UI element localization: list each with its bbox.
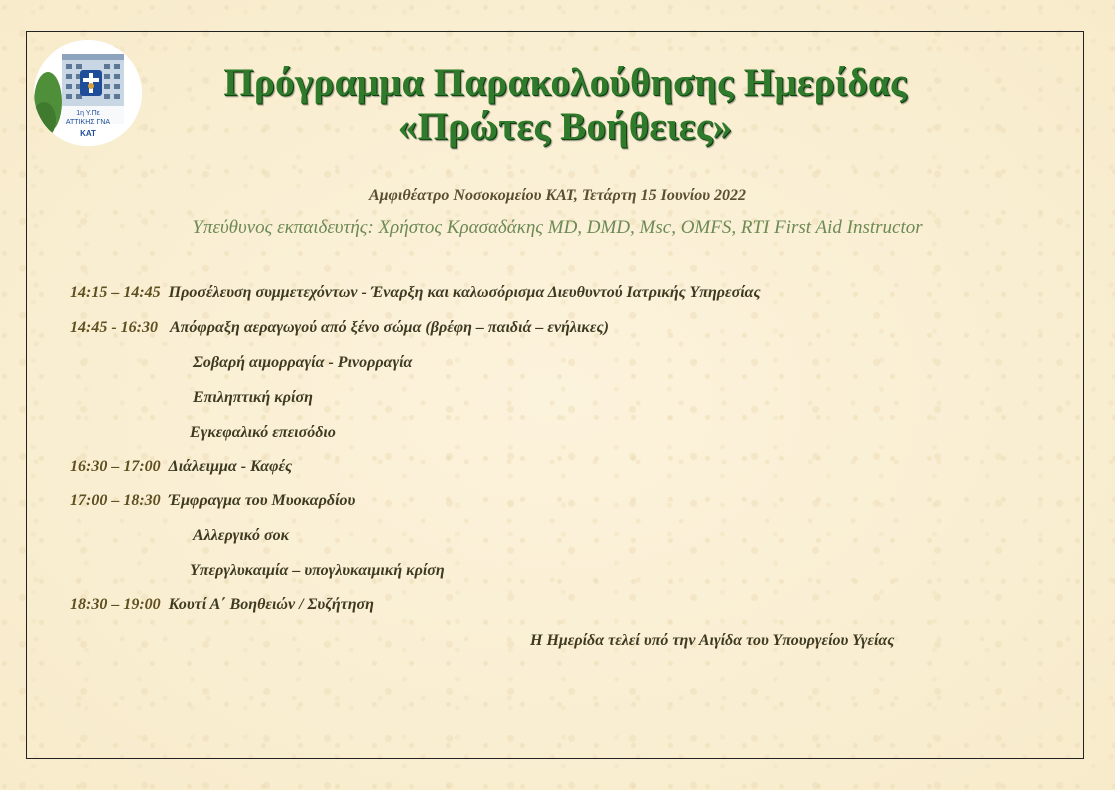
schedule-row [70,458,292,476]
schedule-row [193,527,289,545]
schedule-row [190,424,336,442]
page-subtitle: «Πρώτες Βοήθειες» [397,105,733,148]
logo-text-1: 1η Υ.Πε [76,110,100,117]
venue-date: Αμφιθέατρο Νοσοκομείου ΚΑΤ, Τετάρτη 15 Ιουνίου 2022 [368,187,747,204]
schedule-topic: Σοβαρή αιμορραγία - Ρινορραγία [193,354,413,371]
schedule-time: 14:45 - 16:30 [70,319,158,336]
schedule-time: 14:15 – 14:45 [70,284,161,301]
schedule-row [193,354,412,372]
schedule-topic: Διάλειμμα - Καφές [168,458,293,475]
page-title: Πρόγραμμα Παρακολούθησης Ημερίδας [223,61,907,104]
schedule-row [190,562,445,580]
schedule-topic: Επιληπτική κρίση [193,389,313,406]
schedule-time: 18:30 – 19:00 [70,596,161,613]
schedule-row [70,596,374,614]
logo-text-3: ΚΑΤ [80,129,96,138]
instructor-line: Υπεύθυνος εκπαιδευτής: Χρήστος Κρασαδάκης MD, DMD, Msc, OMFS, RTI First Aid Instructor [192,217,923,238]
schedule-topic: Υπεργλυκαιμία – υπογλυκαιμική κρίση [190,562,445,579]
schedule-row [70,492,355,510]
schedule-row [70,284,761,302]
schedule-topic: Προσέλευση συμμετεχόντων - Έναρξη και καλωσόρισμα Διευθυντού Ιατρικής Υπηρεσίας [168,284,761,301]
schedule-topic: Έμφραγμα του Μυοκαρδίου [168,492,356,509]
schedule-row [70,319,609,337]
schedule-topic: Αλλεργικό σοκ [193,527,290,544]
auspices-note: Η Ημερίδα τελεί υπό την Αιγίδα του Υπουργείου Υγείας [530,632,895,649]
schedule-time: 16:30 – 17:00 [70,458,161,475]
logo-text-2: ΑΤΤΙΚΗΣ ΓΝΑ [65,119,111,126]
schedule-topic: Κουτί Α΄ Βοηθειών / Συζήτηση [168,596,374,613]
schedule-time: 17:00 – 18:30 [70,492,161,509]
hospital-logo [34,40,142,146]
schedule-topic: Εγκεφαλικό επεισόδιο [190,424,336,441]
schedule-topic: Απόφραξη αεραγωγού από ξένο σώμα (βρέφη – παιδιά – ενήλικες) [169,319,609,336]
schedule-row [193,389,313,407]
